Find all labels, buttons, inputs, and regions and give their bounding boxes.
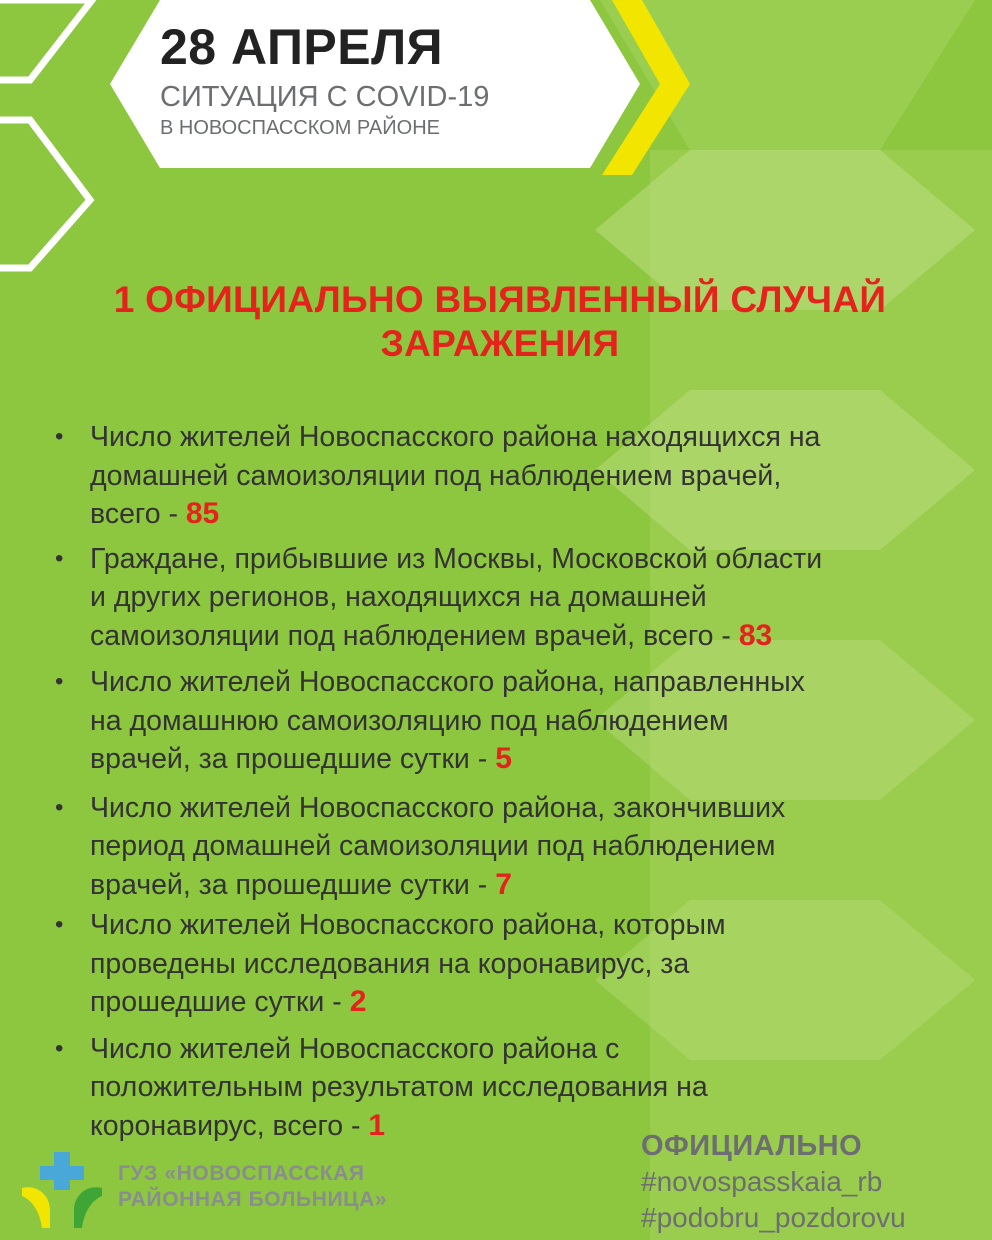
bullet-icon: • [55,544,64,572]
header [160,18,600,140]
bullet-icon: • [55,911,64,938]
headline [40,278,960,366]
hospital-name [118,1161,387,1213]
item-tail-text: врачей, за прошедшие сутки - [90,743,496,775]
list-item [48,663,948,779]
item-line-tail [90,740,948,779]
official-label: ОФИЦИАЛЬНО [641,1130,863,1162]
statistics-list [48,418,948,1145]
item-line: Граждане, прибывшие из Москвы, Московской области [90,542,823,575]
hospital-name-line-2: РАЙОННАЯ БОЛЬНИЦА» [118,1188,388,1211]
item-line: и других регионов, находящихся на домашней [90,581,707,613]
headline-line-1: 1 ОФИЦИАЛЬНО ВЫЯВЛЕННЫЙ СЛУЧАЙ [113,279,887,320]
item-value: 5 [495,742,512,775]
official-block [641,1128,906,1236]
list-item [48,789,948,905]
item-line: Число жителей Новоспасского района, которым [90,909,726,941]
item-value: 85 [185,497,220,530]
hashtag-podobru: #podobru_pozdorovu [641,1202,906,1233]
item-value: 2 [349,985,367,1018]
list-item [48,418,948,534]
item-line-tail [90,617,948,656]
item-line: домашней самоизоляции под наблюдением врачей, [90,459,782,492]
bullet-icon: • [55,668,64,695]
item-tail-text: прошедшие сутки - [90,986,350,1018]
item-line: проведены исследования на коронавирус, за [90,947,690,980]
item-value: 7 [495,867,512,901]
subtitle: СИТУАЦИЯ С COVID-19 [160,81,490,113]
item-line: Число жителей Новоспасского района находящихся на [90,421,821,453]
item-value: 1 [368,1108,386,1142]
headline-line-2: ЗАРАЖЕНИЯ [380,323,620,364]
item-line: на домашнюю самоизоляцию под наблюдением [90,704,729,737]
bullet-icon: • [55,1034,64,1062]
item-tail-text: врачей, за прошедшие сутки - [90,868,496,901]
bullet-icon: • [55,793,64,821]
item-line: Число жителей Новоспасского района с [90,1032,620,1065]
item-line: период домашней самоизоляции под наблюдением [90,830,776,862]
hospital-logo-icon [20,1148,110,1234]
item-line-tail [90,495,948,534]
date-title: 28 АПРЕЛЯ [160,19,444,75]
item-line: положительным результатом исследования на [90,1071,708,1103]
bullet-icon: • [55,423,64,450]
item-line: Число жителей Новоспасского района, направленных [90,666,805,698]
item-tail-text: самоизоляции под наблюдением врачей, всего - [90,619,739,652]
item-tail-text: коронавирус, всего - [90,1109,369,1142]
item-line-tail [90,983,948,1022]
item-line: Число жителей Новоспасского района, закончивших [90,791,786,824]
hospital-name-line-1: ГУЗ «НОВОСПАССКАЯ [118,1162,365,1185]
hashtag-novospasskaia: #novospasskaia_rb [641,1166,883,1197]
list-item [48,540,948,656]
item-line-tail [90,866,948,905]
item-tail-text: всего - [90,498,186,530]
list-item [48,906,948,1022]
subtitle-region: В НОВОСПАССКОМ РАЙОНЕ [160,117,440,139]
item-value: 83 [738,618,773,652]
